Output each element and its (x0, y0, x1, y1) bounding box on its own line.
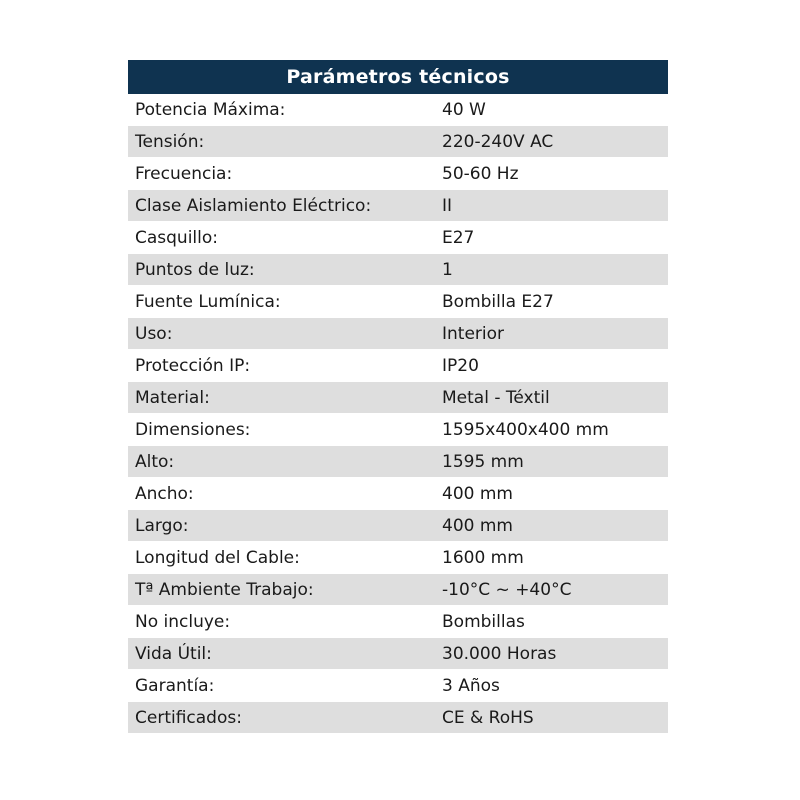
row-value: 3 Años (442, 675, 500, 696)
row-value: 400 mm (442, 483, 513, 504)
table-row (128, 638, 668, 670)
row-label: Alto: (135, 451, 175, 472)
table-row (128, 446, 668, 478)
table-row (128, 286, 668, 318)
table-row (128, 318, 668, 350)
row-label: Ancho: (135, 483, 194, 504)
row-value: 400 mm (442, 515, 513, 536)
row-value: Bombillas (442, 611, 525, 632)
table-row (128, 222, 668, 254)
table-row (128, 350, 668, 382)
row-value: E27 (442, 227, 475, 248)
row-label: Material: (135, 387, 210, 408)
row-value: CE & RoHS (442, 707, 534, 728)
row-value: 1595x400x400 mm (442, 419, 609, 440)
row-value: Interior (442, 323, 505, 344)
row-value: -10°C ~ +40°C (442, 579, 572, 600)
row-label: Dimensiones: (135, 419, 251, 440)
row-label: Frecuencia: (135, 163, 233, 184)
row-value: 30.000 Horas (442, 643, 557, 664)
row-label: Tª Ambiente Trabajo: (135, 579, 314, 600)
table-row (128, 670, 668, 702)
row-label: Casquillo: (135, 227, 219, 248)
row-value: Metal - Téxtil (442, 387, 550, 408)
table-row (128, 382, 668, 414)
row-label: Longitud del Cable: (135, 547, 300, 568)
table-body (128, 94, 668, 734)
table-row (128, 510, 668, 542)
row-value: 50-60 Hz (442, 163, 519, 184)
row-label: Puntos de luz: (135, 259, 255, 280)
table-row (128, 574, 668, 606)
row-label: Uso: (135, 323, 173, 344)
row-label: Certificados: (135, 707, 242, 728)
row-label: No incluye: (135, 611, 231, 632)
row-label: Vida Útil: (135, 643, 212, 664)
table-row (128, 478, 668, 510)
table-row (128, 158, 668, 190)
table-row (128, 702, 668, 734)
row-value: IP20 (442, 355, 479, 376)
table-row (128, 606, 668, 638)
table-row (128, 542, 668, 574)
row-label: Clase Aislamiento Eléctrico: (135, 195, 372, 216)
technical-parameters-table (128, 60, 668, 734)
table-row (128, 254, 668, 286)
row-label: Garantía: (135, 675, 215, 696)
row-value: Bombilla E27 (442, 291, 554, 312)
row-label: Potencia Máxima: (135, 99, 286, 120)
table-row (128, 126, 668, 158)
row-value: 220-240V AC (442, 131, 554, 152)
table-title: Parámetros técnicos (128, 60, 668, 94)
row-value: II (442, 195, 453, 216)
row-value: 40 W (442, 99, 486, 120)
row-value: 1 (442, 259, 453, 280)
row-label: Largo: (135, 515, 189, 536)
row-label: Protección IP: (135, 355, 251, 376)
row-label: Tensión: (135, 131, 205, 152)
table-row (128, 94, 668, 126)
row-value: 1595 mm (442, 451, 524, 472)
row-value: 1600 mm (442, 547, 524, 568)
table-row (128, 414, 668, 446)
row-label: Fuente Lumínica: (135, 291, 281, 312)
table-row (128, 190, 668, 222)
